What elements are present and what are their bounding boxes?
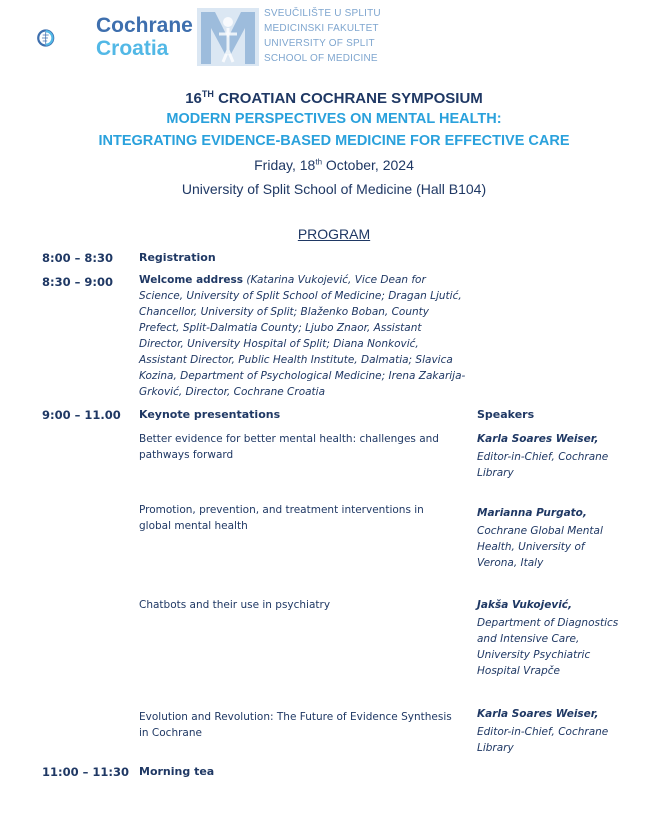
university-name-line: MEDICINSKI FAKULTET [264,23,379,34]
welcome-time: 8:30 – 9:00 [42,275,113,289]
program-heading: PROGRAM [297,226,371,242]
theme-line-2: INTEGRATING EVIDENCE-BASED MEDICINE FOR EFFECTIVE CARE [98,133,570,149]
tea-time: 11:00 – 11:30 [42,765,129,779]
keynote-label: Keynote presentations [139,408,281,421]
keynote-time: 9:00 – 11.00 [42,408,121,422]
croatia-wordmark: Croatia [96,37,169,60]
event-venue: University of Split School of Medicine (Hall B104) [181,181,487,197]
cochrane-logo-icon [36,14,92,62]
event-date: Friday, 18th October, 2024 [254,157,414,173]
theme-line-1: MODERN PERSPECTIVES ON MENTAL HEALTH: [166,111,502,127]
talk-speaker: Karla Soares Weiser, Editor-in-Chief, Cochrane Library [477,433,609,479]
registration-label: Registration [139,251,216,264]
cochrane-wordmark: Cochrane [96,14,193,37]
tea-label: Morning tea [139,765,215,778]
university-name-line: SCHOOL OF MEDICINE [264,53,378,64]
talk-title: Evolution and Revolution: The Future of Evidence Synthesis in Cochrane [139,711,452,739]
university-name-line: UNIVERSITY OF SPLIT [264,38,375,49]
welcome-address: Welcome address (Katarina Vukojević, Vice Dean for Science, University of Split School of Medicine; Dragan Ljutić, Chancellor, University of Split; Blaženko Boban, County Prefect, Split-Dalmatia County; Ljubo Znaor, Assistant Director, University Hospital of Split; Diana Nonković, Assistant Director, Public Health Institute, Dalmatia; Slavica Kozina, Department of Psychological Medicine; Irena Zakarija-Grković, Director, Cochrane Croatia [139,274,466,398]
talk-speaker: Jakša Vukojević, Department of Diagnostics and Intensive Care, University Psychiatric Hospital Vrapče [477,599,619,677]
speakers-heading: Speakers [477,408,535,421]
talk-title: Chatbots and their use in psychiatry [139,599,331,611]
talk-title: Promotion, prevention, and treatment interventions in global mental health [139,504,424,532]
university-emblem-icon [197,8,259,66]
talk-speaker: Marianna Purgato, Cochrane Global Mental Health, University of Verona, Italy [477,507,603,569]
symposium-title: 16TH CROATIAN COCHRANE SYMPOSIUM [185,89,483,107]
talk-title: Better evidence for better mental health: challenges and pathways forward [139,433,439,461]
registration-time: 8:00 – 8:30 [42,251,113,265]
university-name-line: SVEUČILIŠTE U SPLITU [264,8,381,19]
talk-speaker: Karla Soares Weiser, Editor-in-Chief, Cochrane Library [477,708,609,754]
